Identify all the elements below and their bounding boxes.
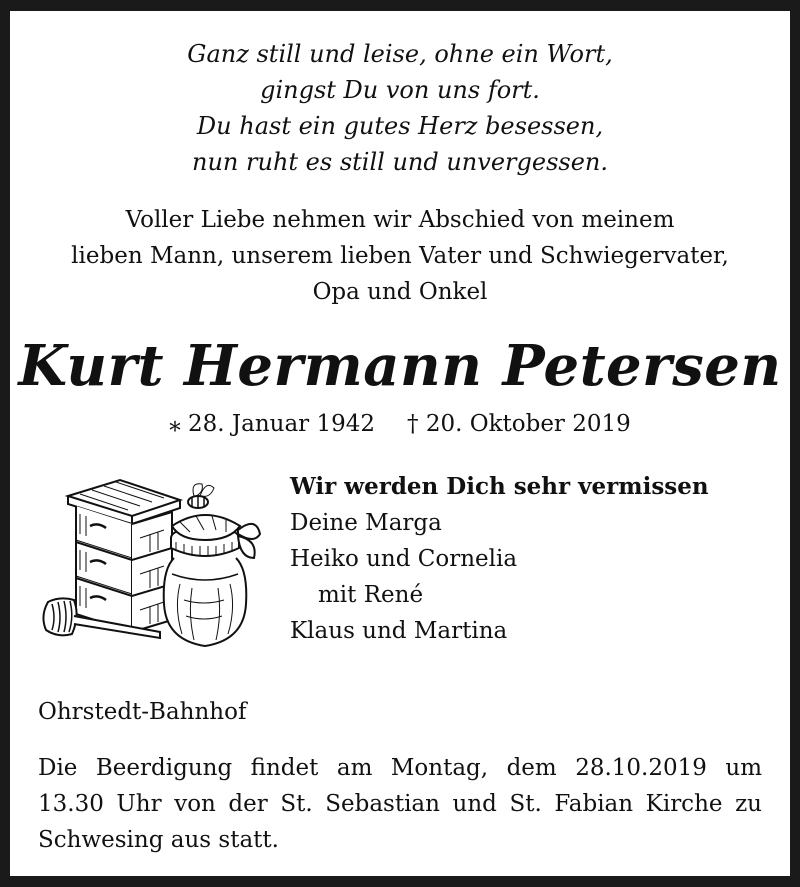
poem-line: Ganz still und leise, ohne ein Wort, <box>187 40 613 68</box>
poem-line: nun ruht es still und unvergessen. <box>192 148 608 176</box>
beehive-honey-jar-icon <box>40 474 270 656</box>
mourners-list <box>290 469 709 649</box>
mourner-line: Klaus und Martina <box>290 618 508 644</box>
place-name: Ohrstedt-Bahnhof <box>38 699 247 725</box>
farewell-line: Voller Liebe nehmen wir Abschied von meinem <box>125 207 675 233</box>
death-date: † 20. Oktober 2019 <box>407 411 631 437</box>
farewell-line: Opa und Onkel <box>312 279 488 305</box>
poem <box>0 36 800 180</box>
mourner-line: Heiko und Cornelia <box>290 546 518 572</box>
funeral-line: Schwesing aus statt. <box>38 827 279 853</box>
funeral-line: 13.30 Uhr von der St. Sebastian und St. Fabian Kirche zu <box>38 791 762 817</box>
life-dates <box>0 406 800 442</box>
farewell-line: lieben Mann, unserem lieben Vater und Schwiegervater, <box>71 243 729 269</box>
poem-line: gingst Du von uns fort. <box>260 76 540 104</box>
deceased-name: Kurt Hermann Petersen <box>18 333 782 399</box>
farewell-text <box>0 202 800 310</box>
poem-line: Du hast ein gutes Herz besessen, <box>196 112 604 140</box>
funeral-notice <box>38 750 762 858</box>
mourner-line: mit René <box>318 582 424 608</box>
birth-date: ⁎ 28. Januar 1942 <box>169 411 376 437</box>
mourners-heading: Wir werden Dich sehr vermissen <box>290 473 709 500</box>
funeral-line: Die Beerdigung findet am Montag, dem 28.10.2019 um <box>38 755 762 781</box>
mourner-line: Deine Marga <box>290 510 442 536</box>
